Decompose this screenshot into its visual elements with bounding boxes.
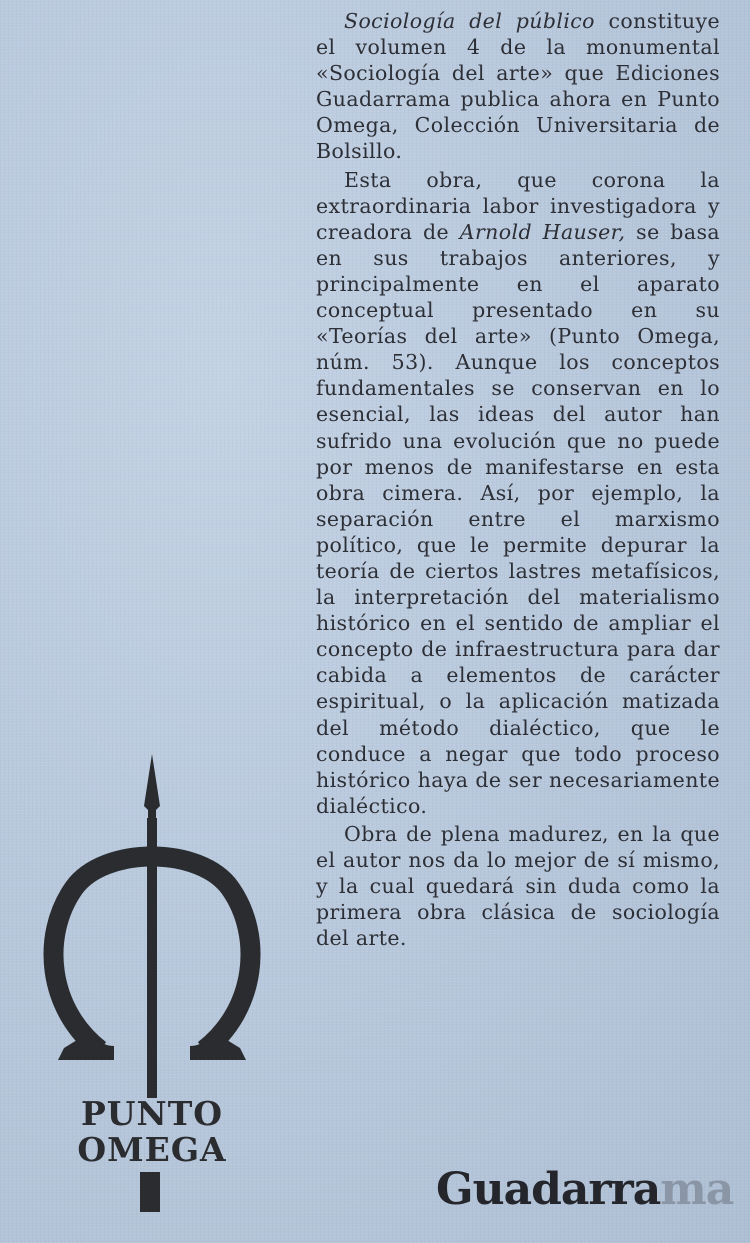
- logo-text-omega: OMEGA: [77, 1130, 227, 1169]
- omega-spear-icon: [34, 748, 270, 1098]
- publisher-name-dark: Guadarra: [436, 1164, 661, 1215]
- blurb-paragraph-3: [316, 821, 720, 951]
- publisher-name-faded: ma: [660, 1164, 734, 1215]
- book-title: Sociología del público: [344, 9, 595, 33]
- logo-text-punto: PUNTO: [80, 1094, 224, 1133]
- blurb-text: [316, 8, 720, 951]
- paragraph-2-text-b: se basa en sus trabajos anteriores, y principalmente en el aparato conceptual presentado en su «Teorías del arte» (Punto Omega, núm. 53). Aunque los conceptos fundamentales se conservan en lo esencial, las ideas del autor han sufrido una evolución que no puede por menos de manifestarse en esta obra cimera. Así, por ejemplo, la separación entre el marxismo político, que le permite depurar la teoría de ciertos lastres metafísicos, la interpretación del materialismo histórico en el sentido de ampliar el concepto de infraestructura para dar cabida a elementos de carácter espiritual, o la aplicación matizada del método dialéctico, que le conduce a negar que todo proceso histórico haya de ser necesariamente dialéctico.: [316, 219, 720, 818]
- paragraph-2-text-a: Esta obra, que corona la extraordinaria labor investigadora y creadora de: [316, 167, 720, 244]
- publisher-wordmark: [436, 1164, 733, 1216]
- paragraph-3-text: Obra de plena madurez, en la que el autor nos da lo mejor de sí mismo, y la cual quedará sin duda como la primera obra clásica de sociología del arte.: [316, 821, 720, 951]
- paragraph-1-text: constituye el volumen 4 de la monumental «Sociología del arte» que Ediciones Guadarrama publica ahora en Punto Omega, Colección Universitaria de Bolsillo.: [316, 9, 720, 164]
- blurb-paragraph-2: [316, 167, 720, 819]
- blurb-paragraph-1: [316, 8, 720, 165]
- logo-shaft-end: [140, 1172, 160, 1212]
- author-name: Arnold Hauser,: [459, 219, 626, 244]
- punto-omega-logo: [34, 748, 270, 1218]
